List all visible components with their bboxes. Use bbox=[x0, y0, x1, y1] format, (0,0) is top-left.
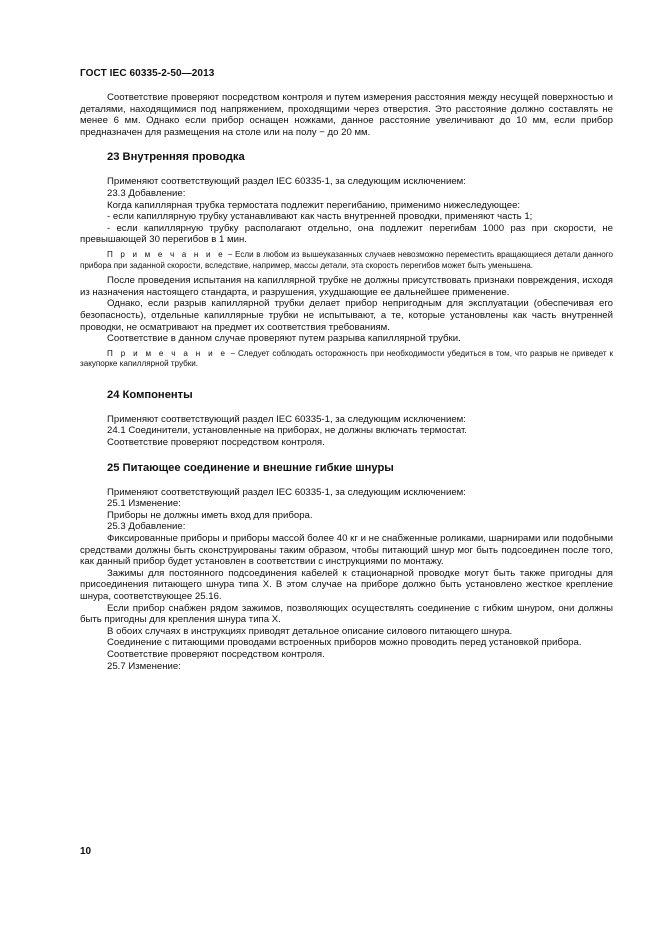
s24-line-3: Соответствие проверяют посредством контроля. bbox=[107, 437, 325, 449]
s25-both-paragraph: В обоих случаях в инструкциях приводят детальное описание силового питающего шнура. bbox=[107, 625, 513, 637]
s25-line-2: 25.1 Изменение: bbox=[107, 498, 181, 510]
page-number: 10 bbox=[80, 846, 92, 857]
s24-line-1: Применяют соответствующий раздел IEC 60335-1, за следующим исключением: bbox=[107, 413, 466, 425]
s23-line-2: 23.3 Добавление: bbox=[107, 187, 186, 199]
s23-bend-paragraph: - если капиллярную трубку располагают отдельно, она подлежит перегибам 1000 раз при скорости, не превышающей 30 перегибов в 1 мин. bbox=[80, 222, 613, 246]
note-2-label: П р и м е ч а н и е bbox=[107, 348, 228, 358]
s25-line-3: Приборы не должны иметь вход для прибора. bbox=[107, 509, 313, 521]
s23-line-4: - если капиллярную трубку устанавливают как часть внутренней проводки, применяют часть 1; bbox=[107, 211, 533, 223]
s23-line-3: Когда капиллярная трубка термостата подлежит перегибанию, применимо нижеследующее: bbox=[107, 199, 521, 211]
s25-line-1: Применяют соответствующий раздел IEC 60335-1, за следующим исключением: bbox=[107, 486, 466, 498]
note-2-text: − Следует соблюдать осторожность при необходимости убедиться в том, что разрыв не приведет к закупорке капиллярной трубки. bbox=[80, 348, 614, 369]
document-header: ГОСТ IEC 60335-2-50—2013 bbox=[80, 68, 215, 79]
note-1-text: − Если в любом из вышеуказанных случаев невозможно переместить вращающиеся детали данного прибора при заданной скорости, вследствие, например, массы детали, эта скорость перегибов может быть уменьшена. bbox=[80, 249, 613, 270]
page-body bbox=[80, 92, 613, 672]
s23-after-paragraph: После проведения испытания на капиллярной трубке не должны присутствовать признаки повреждения, исходя из назначения настоящего стандарта, и разрушения, ухудшающие ее дальнейшее применение. bbox=[80, 275, 613, 298]
s23-line-1: Применяют соответствующий раздел IEC 60335-1, за следующим исключением: bbox=[107, 176, 466, 188]
s25-fixed-paragraph: Фиксированные приборы и приборы массой более 40 кг и не снабженные роликами, шарнирами или подобными средствами должны быть сконструированы таким образом, чтобы питающий шнур мог быть подсоединен после того, как данный прибор будет установлен в соответствии с инструкциями по монтажу. bbox=[80, 533, 613, 568]
s25-clamps-paragraph: Зажимы для постоянного подсоединения кабелей к стационарной проводке могут быть также пригодны для присоединения питающего шнура типа X. В этом случае на приборе должно быть установлено жесткое крепление шнура, соответствующее 25.16. bbox=[80, 567, 613, 602]
s25-conn-paragraph: Соединение с питающими проводами встроенных приборов можно проводить перед установкой прибора. bbox=[107, 637, 582, 649]
section-25-title: 25 Питающее соединение и внешние гибкие шнуры bbox=[107, 461, 394, 474]
section-24-title: 24 Компоненты bbox=[107, 388, 193, 401]
s23-note-1 bbox=[80, 250, 613, 271]
section-23-title: 23 Внутренняя проводка bbox=[107, 151, 245, 164]
s23-however-paragraph: Однако, если разрыв капиллярной трубки делает прибор непригодным для эксплуатации (обеспечивая его безопасность), отдельные капиллярные трубки не испытывают, а те, которые установлены как часть внутренней проводки, не осматривают на предмет их соответствия требованиям. bbox=[80, 298, 613, 333]
s24-line-2: 24.1 Соединители, установленные на приборах, не должны включать термостат. bbox=[107, 425, 467, 437]
s25-if-paragraph: Если прибор снабжен рядом зажимов, позволяющих осуществлять соединение с гибким шнуром, они должны быть пригодны для крепления шнура типа X. bbox=[80, 602, 613, 626]
s25-check-paragraph: Соответствие проверяют посредством контроля. bbox=[107, 648, 325, 660]
s25-last-line: 25.7 Изменение: bbox=[107, 660, 181, 672]
intro-paragraph: Соответствие проверяют посредством контроля и путем измерения расстояния между несущей поверхностью и деталями, находящимися под напряжением, проходящими через отверстия. Это расстояние должно составлять не менее 6 мм. Однако если прибор оснащен ножками, данное расстояние увеличивают до 10 мм, если прибор предназначен для размещения на столе или на полу − до 20 мм. bbox=[80, 92, 613, 138]
s25-line-4: 25.3 Добавление: bbox=[107, 521, 186, 533]
s23-check-paragraph: Соответствие в данном случае проверяют путем разрыва капиллярной трубки. bbox=[107, 333, 461, 345]
note-1-label: П р и м е ч а н и е bbox=[107, 249, 226, 259]
s23-note-2 bbox=[80, 349, 613, 370]
